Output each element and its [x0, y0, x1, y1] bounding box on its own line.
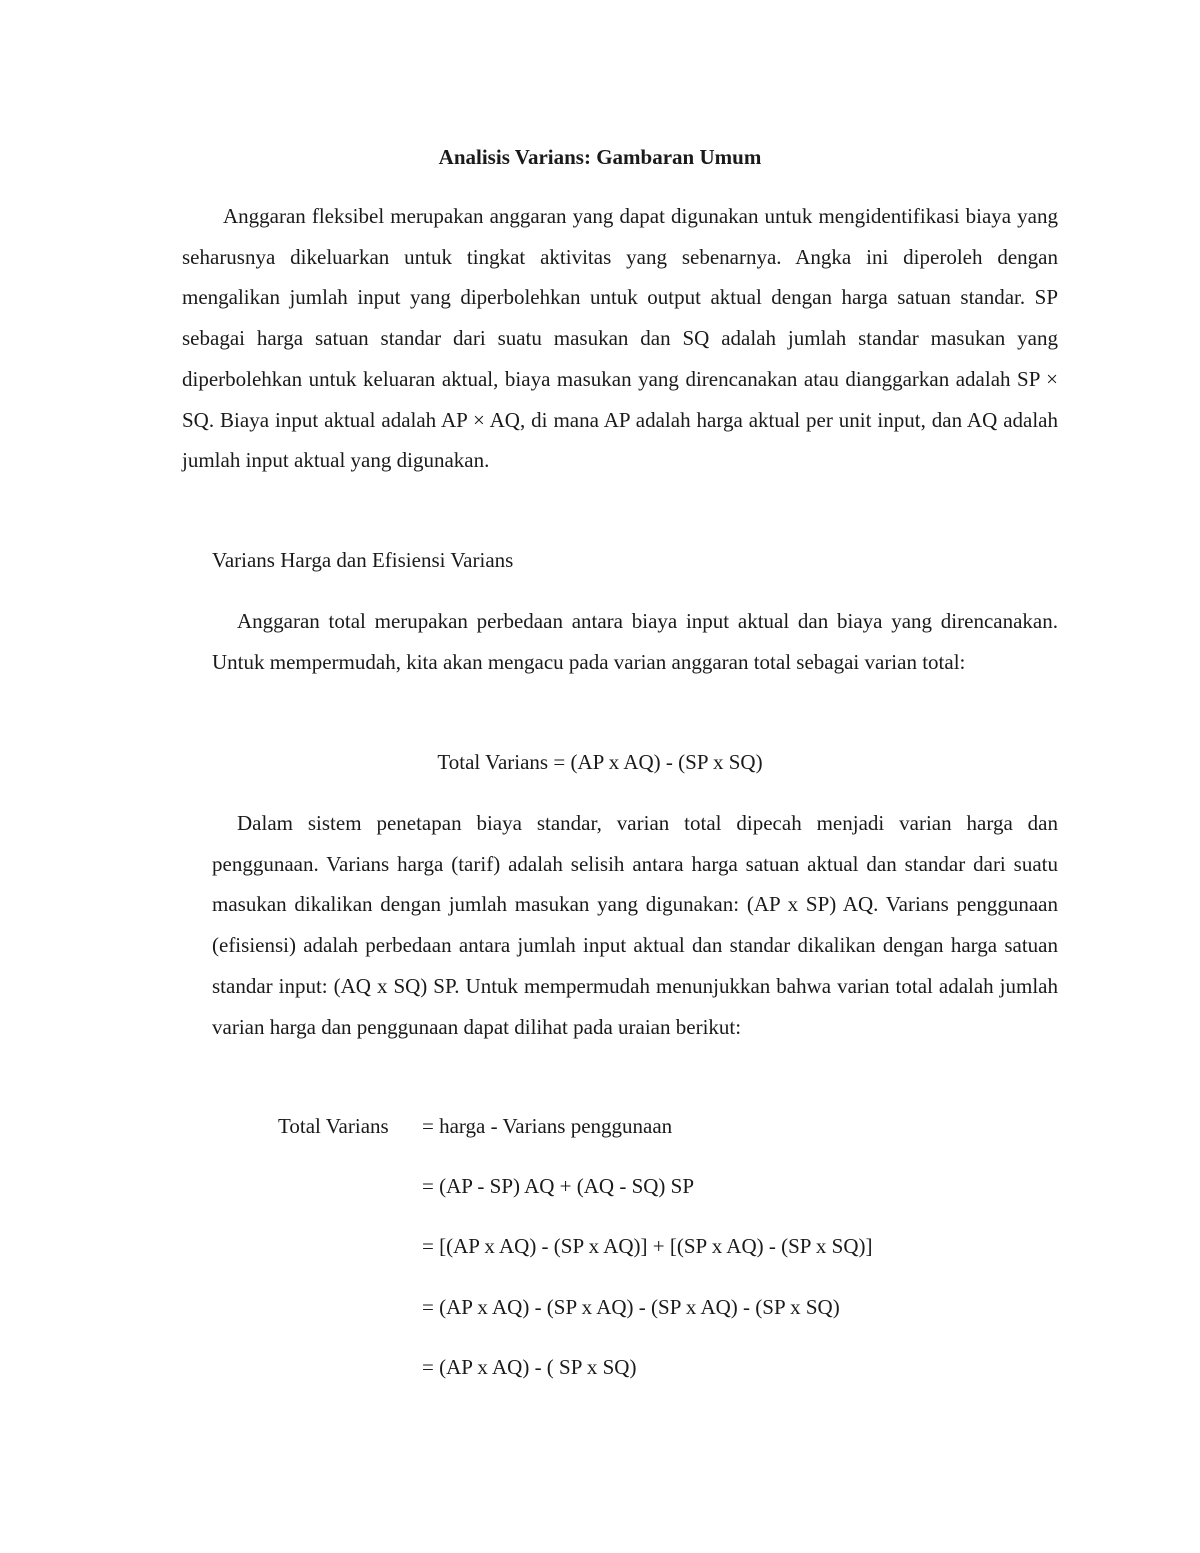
paragraph-text: Anggaran fleksibel merupakan anggaran yang dapat digunakan untuk mengidentifikasi biaya yang seharusnya dikeluarkan untuk tingkat aktivitas yang sebenarnya. Angka ini diperoleh dengan mengalikan jumlah input yang diperbolehkan untuk output aktual dengan harga satuan standar. SP sebagai harga satuan standar dari suatu masukan dan SQ adalah jumlah standar masukan yang diperbolehkan untuk keluaran aktual, biaya masukan yang direncanakan atau dianggarkan adalah SP × SQ. Biaya input aktual adalah AP × AQ, di mana AP adalah harga aktual per unit input, dan AQ adalah jumlah input aktual yang digunakan. — [182, 204, 1058, 473]
derivation-line: = harga - Varians penggunaan — [422, 1114, 673, 1138]
derivation-line: = (AP x AQ) - (SP x AQ) - (SP x AQ) - (SP x SQ) — [422, 1295, 840, 1319]
derivation-line: = (AP x AQ) - ( SP x SQ) — [422, 1355, 637, 1379]
total-variance-formula: Total Varians = (AP x AQ) - (SP x SQ) — [437, 750, 763, 774]
document-title: Analisis Varians: Gambaran Umum — [438, 145, 762, 169]
derivation-line: = [(AP x AQ) - (SP x AQ)] + [(SP x AQ) - (SP x SQ)] — [422, 1234, 873, 1258]
paragraph-text: Dalam sistem penetapan biaya standar, varian total dipecah menjadi varian harga dan penggunaan. Varians harga (tarif) adalah selisih antara harga satuan aktual dan standar dari suatu masukan dikalikan dengan jumlah masukan yang digunakan: (AP x SP) AQ. Varians penggunaan (efisiensi) adalah perbedaan antara jumlah input aktual dan standar dikalikan dengan harga satuan standar input: (AQ x SQ) SP. Untuk mempermudah menunjukkan bahwa varian total adalah jumlah varian harga dan penggunaan dapat dilihat pada uraian berikut: — [212, 811, 1058, 1039]
derivation-label: Total Varians — [278, 1114, 389, 1138]
paragraph-total-budget — [212, 601, 1058, 682]
paragraph-flexible-budget — [182, 196, 1058, 481]
paragraph-standard-costing — [212, 803, 1058, 1047]
paragraph-text: Anggaran total merupakan perbedaan antara biaya input aktual dan biaya yang direncanakan. Untuk mempermudah, kita akan mengacu pada varian anggaran total sebagai varian total: — [212, 609, 1058, 674]
derivation-line: = (AP - SP) AQ + (AQ - SQ) SP — [422, 1174, 695, 1198]
section-subheading: Varians Harga dan Efisiensi Varians — [212, 548, 514, 572]
